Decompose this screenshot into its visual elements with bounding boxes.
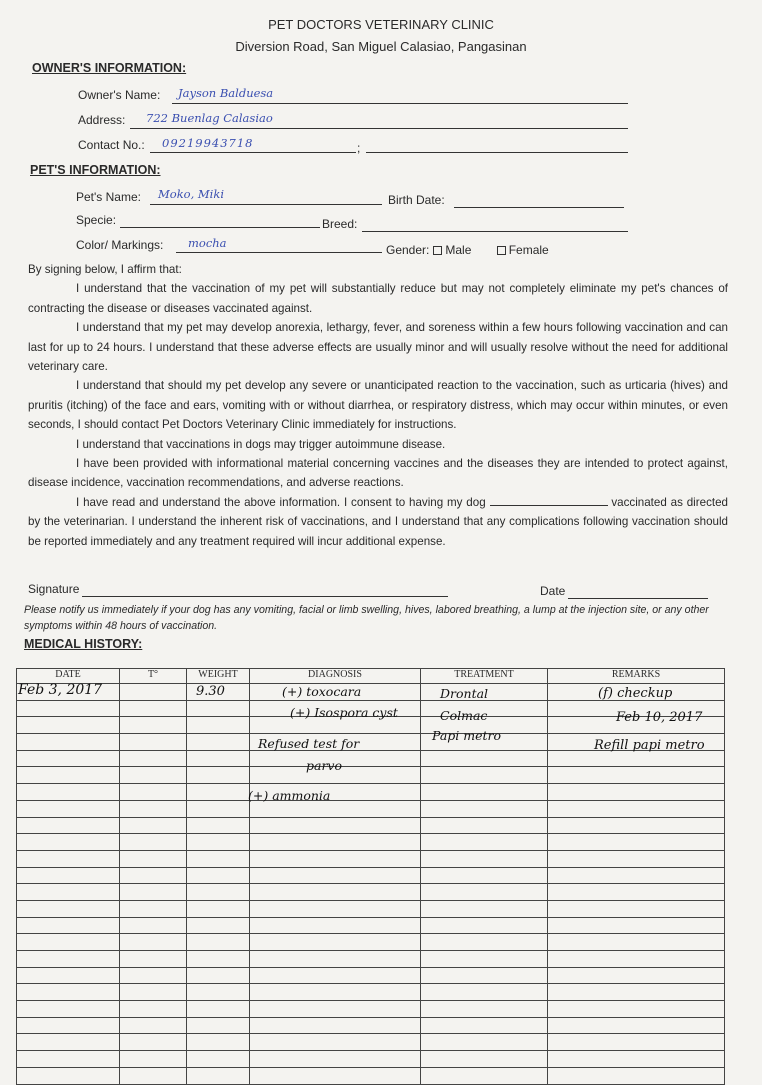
consent-p1: I understand that the vaccination of my pet will substantially reduce but may not completely eliminate my pet's chances of contracting the disease or diseases vaccinated against. xyxy=(28,282,728,315)
table-cell[interactable] xyxy=(17,700,120,717)
entry-tx-1: Drontal xyxy=(440,686,489,701)
table-cell[interactable] xyxy=(17,1034,120,1051)
consent-intro: By signing below, I affirm that: xyxy=(28,263,182,276)
owner-name-value[interactable]: Jayson Balduesa xyxy=(178,86,274,100)
address-value[interactable]: 722 Buenlag Calasiao xyxy=(146,111,273,125)
entry-tx-2: Colmac xyxy=(440,708,488,723)
table-cell[interactable] xyxy=(187,784,250,801)
notice-text: Please notify us immediately if your dog has any vomiting, facial or limb swelling, hives, labored breathing, a lump at the injection site, or any other symptoms within 48 hours of vaccination. xyxy=(24,604,709,632)
table-cell[interactable] xyxy=(421,934,548,951)
table-cell[interactable] xyxy=(187,967,250,984)
table-cell[interactable] xyxy=(17,984,120,1001)
table-cell[interactable] xyxy=(548,1017,725,1034)
table-cell[interactable] xyxy=(17,1001,120,1018)
contact-value[interactable]: 09219943718 xyxy=(162,136,254,150)
table-cell[interactable] xyxy=(421,850,548,867)
table-cell[interactable] xyxy=(421,1051,548,1068)
table-cell[interactable] xyxy=(17,750,120,767)
table-cell[interactable] xyxy=(120,734,187,751)
table-cell[interactable] xyxy=(120,684,187,701)
entry-dx-2: (+) Isospora cyst xyxy=(290,705,398,720)
table-cell[interactable] xyxy=(120,951,187,968)
table-cell[interactable] xyxy=(187,1017,250,1034)
table-cell[interactable] xyxy=(548,967,725,984)
color-value[interactable]: mocha xyxy=(188,236,227,250)
table-cell[interactable] xyxy=(250,967,421,984)
table-cell[interactable] xyxy=(250,817,421,834)
table-cell[interactable] xyxy=(17,934,120,951)
table-cell[interactable] xyxy=(187,1067,250,1084)
entry-tx-3: Papi metro xyxy=(432,728,502,743)
table-row xyxy=(17,800,725,817)
gender-label: Gender: xyxy=(386,243,430,257)
table-cell[interactable] xyxy=(421,800,548,817)
table-cell[interactable] xyxy=(548,1067,725,1084)
table-cell[interactable] xyxy=(120,1051,187,1068)
table-row xyxy=(17,817,725,834)
table-cell[interactable] xyxy=(17,834,120,851)
table-cell[interactable] xyxy=(421,967,548,984)
pet-name-label: Pet's Name: xyxy=(76,190,141,204)
table-cell[interactable] xyxy=(250,1017,421,1034)
female-label: Female xyxy=(508,243,549,257)
table-cell[interactable] xyxy=(187,867,250,884)
col-treatment: TREATMENT xyxy=(421,669,548,684)
gender-group xyxy=(386,243,549,257)
clinic-name: PET DOCTORS VETERINARY CLINIC xyxy=(268,17,494,32)
table-cell[interactable] xyxy=(548,784,725,801)
consent-p2: I understand that my pet may develop anorexia, lethargy, fever, and soreness within a few hours following vaccination and can last for up to 24 hours. I understand that these adverse effects are usually minor and will usually resolve without the need for additional veterinary care. xyxy=(28,321,728,374)
table-row xyxy=(17,767,725,784)
table-cell[interactable] xyxy=(120,817,187,834)
consent-p6b: vaccinated as directed by the veterinarian. I understand the inherent risk of vaccinations, and I understand that any complications following vaccination should be reported immediately and any treatment required will incur additional expense. xyxy=(28,495,728,548)
table-cell[interactable] xyxy=(120,984,187,1001)
table-cell[interactable] xyxy=(548,1034,725,1051)
table-cell[interactable] xyxy=(187,850,250,867)
table-row xyxy=(17,934,725,951)
table-cell[interactable] xyxy=(120,800,187,817)
table-cell[interactable] xyxy=(17,951,120,968)
table-row xyxy=(17,867,725,884)
table-cell[interactable] xyxy=(187,717,250,734)
table-cell[interactable] xyxy=(120,884,187,901)
table-cell[interactable] xyxy=(548,884,725,901)
table-row xyxy=(17,834,725,851)
table-cell[interactable] xyxy=(120,750,187,767)
table-cell[interactable] xyxy=(187,884,250,901)
table-header-row xyxy=(17,669,725,684)
color-label: Color/ Markings: xyxy=(76,238,164,252)
table-cell[interactable] xyxy=(548,867,725,884)
dog-name-blank[interactable] xyxy=(490,505,608,506)
col-date: DATE xyxy=(17,669,120,684)
table-cell[interactable] xyxy=(17,717,120,734)
table-row xyxy=(17,784,725,801)
table-cell[interactable] xyxy=(421,834,548,851)
table-cell[interactable] xyxy=(187,767,250,784)
clinic-address: Diversion Road, San Miguel Calasiao, Pangasinan xyxy=(235,39,527,54)
signature-label: Signature xyxy=(28,582,80,596)
male-checkbox[interactable] xyxy=(433,246,442,255)
table-row xyxy=(17,917,725,934)
signature-line[interactable] xyxy=(82,596,448,597)
table-cell[interactable] xyxy=(187,700,250,717)
table-cell[interactable] xyxy=(120,934,187,951)
table-cell[interactable] xyxy=(120,784,187,801)
table-cell[interactable] xyxy=(17,850,120,867)
table-cell[interactable] xyxy=(548,850,725,867)
table-cell[interactable] xyxy=(250,1067,421,1084)
table-cell[interactable] xyxy=(548,817,725,834)
pet-heading: PET'S INFORMATION: xyxy=(30,163,161,177)
table-cell[interactable] xyxy=(17,767,120,784)
table-cell[interactable] xyxy=(187,817,250,834)
table-row xyxy=(17,951,725,968)
table-cell[interactable] xyxy=(187,750,250,767)
table-cell[interactable] xyxy=(421,750,548,767)
table-cell[interactable] xyxy=(548,800,725,817)
table-cell[interactable] xyxy=(120,700,187,717)
table-cell[interactable] xyxy=(421,917,548,934)
table-row xyxy=(17,900,725,917)
table-cell[interactable] xyxy=(187,917,250,934)
signature-date-line[interactable] xyxy=(568,598,708,599)
table-cell[interactable] xyxy=(120,1017,187,1034)
entry-weight: 9.30 xyxy=(196,684,225,699)
table-cell[interactable] xyxy=(548,917,725,934)
table-cell[interactable] xyxy=(120,967,187,984)
table-cell[interactable] xyxy=(421,784,548,801)
table-cell[interactable] xyxy=(421,884,548,901)
table-cell[interactable] xyxy=(548,951,725,968)
table-cell[interactable] xyxy=(17,1017,120,1034)
consent-p5: I have been provided with informational material concerning vaccines and the diseases they are intended to protect against, disease incidence, vaccination recommendations, and adverse reactions. xyxy=(28,457,728,490)
table-cell[interactable] xyxy=(548,1001,725,1018)
breed-label: Breed: xyxy=(322,217,358,231)
table-cell[interactable] xyxy=(120,1001,187,1018)
entry-dx-4: parvo xyxy=(306,758,343,773)
table-cell[interactable] xyxy=(17,900,120,917)
table-cell[interactable] xyxy=(120,834,187,851)
table-cell[interactable] xyxy=(17,817,120,834)
pet-name-value[interactable]: Moko, Miki xyxy=(158,187,225,201)
table-cell[interactable] xyxy=(548,984,725,1001)
table-cell[interactable] xyxy=(17,1051,120,1068)
entry-date: Feb 3, 2017 xyxy=(18,682,103,698)
table-cell[interactable] xyxy=(17,867,120,884)
table-cell[interactable] xyxy=(548,900,725,917)
table-cell[interactable] xyxy=(120,1034,187,1051)
table-cell[interactable] xyxy=(120,717,187,734)
male-label: Male xyxy=(445,243,472,257)
table-cell[interactable] xyxy=(421,767,548,784)
medical-history-table xyxy=(16,668,725,1085)
entry-rm-1: (f) checkup xyxy=(598,686,673,701)
col-weight: WEIGHT xyxy=(187,669,250,684)
table-cell[interactable] xyxy=(17,784,120,801)
table-cell[interactable] xyxy=(17,917,120,934)
table-cell[interactable] xyxy=(187,984,250,1001)
col-diagnosis: DIAGNOSIS xyxy=(250,669,421,684)
table-cell[interactable] xyxy=(187,900,250,917)
table-cell[interactable] xyxy=(250,884,421,901)
table-cell[interactable] xyxy=(250,1001,421,1018)
table-cell[interactable] xyxy=(120,850,187,867)
table-cell[interactable] xyxy=(421,1001,548,1018)
table-cell[interactable] xyxy=(548,834,725,851)
table-cell[interactable] xyxy=(187,1001,250,1018)
table-cell[interactable] xyxy=(421,1067,548,1084)
table-cell[interactable] xyxy=(187,1034,250,1051)
consent-p6a: I have read and understand the above information. I consent to having my dog xyxy=(76,495,486,509)
table-cell[interactable] xyxy=(17,1067,120,1084)
female-checkbox[interactable] xyxy=(497,246,506,255)
table-cell[interactable] xyxy=(17,734,120,751)
table-cell[interactable] xyxy=(120,900,187,917)
table-row xyxy=(17,1034,725,1051)
table-cell[interactable] xyxy=(187,951,250,968)
table-cell[interactable] xyxy=(421,867,548,884)
table-cell[interactable] xyxy=(250,1034,421,1051)
entry-dx-1: (+) toxocara xyxy=(282,684,362,699)
entry-dx-5: (+) ammonia xyxy=(248,788,331,803)
table-cell[interactable] xyxy=(421,817,548,834)
table-cell[interactable] xyxy=(250,917,421,934)
table-cell[interactable] xyxy=(421,1034,548,1051)
table-cell[interactable] xyxy=(187,934,250,951)
table-cell[interactable] xyxy=(120,1067,187,1084)
table-cell[interactable] xyxy=(17,967,120,984)
entry-rm-2: Feb 10, 2017 xyxy=(616,710,703,725)
owner-name-label: Owner's Name: xyxy=(78,88,161,102)
table-cell[interactable] xyxy=(120,767,187,784)
table-cell[interactable] xyxy=(548,767,725,784)
table-cell[interactable] xyxy=(120,867,187,884)
table-row xyxy=(17,984,725,1001)
table-cell[interactable] xyxy=(250,834,421,851)
table-cell[interactable] xyxy=(120,917,187,934)
col-temp: T° xyxy=(120,669,187,684)
contact-label: Contact No.: xyxy=(78,138,145,152)
table-cell[interactable] xyxy=(17,800,120,817)
table-cell[interactable] xyxy=(421,900,548,917)
table-cell[interactable] xyxy=(17,884,120,901)
address-label: Address: xyxy=(78,113,126,127)
date-label: Date xyxy=(540,584,566,598)
table-cell[interactable] xyxy=(250,850,421,867)
specie-label: Specie: xyxy=(76,213,117,227)
col-remarks: REMARKS xyxy=(548,669,725,684)
table-row xyxy=(17,967,725,984)
table-row xyxy=(17,1017,725,1034)
contact-separator: ; xyxy=(357,141,361,155)
history-heading: MEDICAL HISTORY: xyxy=(24,637,143,651)
consent-p4: I understand that vaccinations in dogs may trigger autoimmune disease. xyxy=(76,437,446,451)
table-cell[interactable] xyxy=(250,900,421,917)
consent-p3: I understand that should my pet develop any severe or unanticipated reaction to the vaccination, such as urticaria (hives) and pruritis (itching) of the face and ears, vomiting with or without diarrhea, or respiratory distress, which may occur within minutes, or even seconds, I should contact Pet Doctors Veterinary Clinic immediately for instructions. xyxy=(28,379,728,432)
table-cell[interactable] xyxy=(421,951,548,968)
table-row xyxy=(17,1051,725,1068)
table-row xyxy=(17,1001,725,1018)
table-cell[interactable] xyxy=(187,1051,250,1068)
table-cell[interactable] xyxy=(548,934,725,951)
consent-text xyxy=(28,260,728,551)
table-cell[interactable] xyxy=(421,984,548,1001)
table-cell[interactable] xyxy=(187,834,250,851)
table-row xyxy=(17,1067,725,1084)
table-cell[interactable] xyxy=(250,867,421,884)
table-row xyxy=(17,850,725,867)
entry-rm-3: Refill papi metro xyxy=(594,738,705,753)
owner-heading: OWNER'S INFORMATION: xyxy=(32,61,187,75)
table-row xyxy=(17,884,725,901)
table-cell[interactable] xyxy=(250,951,421,968)
birth-date-label: Birth Date: xyxy=(388,193,445,207)
table-cell[interactable] xyxy=(421,1017,548,1034)
table-cell[interactable] xyxy=(250,1051,421,1068)
table-cell[interactable] xyxy=(187,734,250,751)
table-cell[interactable] xyxy=(250,934,421,951)
table-cell[interactable] xyxy=(548,1051,725,1068)
entry-dx-3: Refused test for xyxy=(258,736,360,751)
table-cell[interactable] xyxy=(187,800,250,817)
table-cell[interactable] xyxy=(250,984,421,1001)
